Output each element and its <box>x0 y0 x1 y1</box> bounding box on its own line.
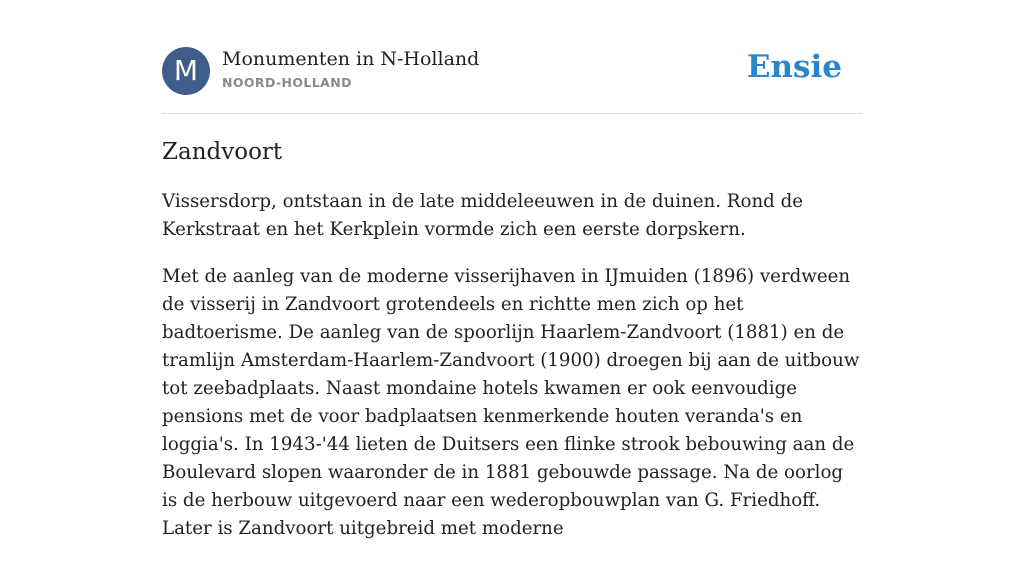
avatar[interactable]: M <box>162 47 210 95</box>
article <box>162 136 862 562</box>
brand-logo[interactable]: Ensie <box>746 49 842 85</box>
header <box>162 47 862 95</box>
article-paragraph: Met de aanleg van de moderne visserijhaven in IJmuiden (1896) verdween de visserij in Zandvoort grotendeels en richtte men zich op het badtoerisme. De aanleg van de spoorlijn Haarlem-Zandvoort (1881) en de tramlijn Amsterdam-Haarlem-Zandvoort (1900) droegen bij aan de uitbouw tot zeebadplaats. Naast mondaine hotels kwamen er ook eenvoudige pensions met de voor badplaatsen kenmerkende houten veranda's en loggia's. In 1943-'44 lieten de Duitsers een flinke strook bebouwing aan de Boulevard slopen waaronder de in 1881 gebouwde passage. Na de oorlog is de herbouw uitgevoerd naar een wederopbouwplan van G. Friedhoff. Later is Zandvoort uitgebreid met moderne <box>162 266 860 539</box>
divider <box>162 113 862 114</box>
article-paragraph: Vissersdorp, ontstaan in de late middeleeuwen in de duinen. Rond de Kerkstraat en het Kerkplein vormde zich een eerste dorpskern. <box>162 191 803 240</box>
article-title: Zandvoort <box>162 139 283 165</box>
book-title[interactable]: Monumenten in N-Holland <box>222 48 480 70</box>
book-subtitle[interactable]: NOORD-HOLLAND <box>222 75 352 90</box>
